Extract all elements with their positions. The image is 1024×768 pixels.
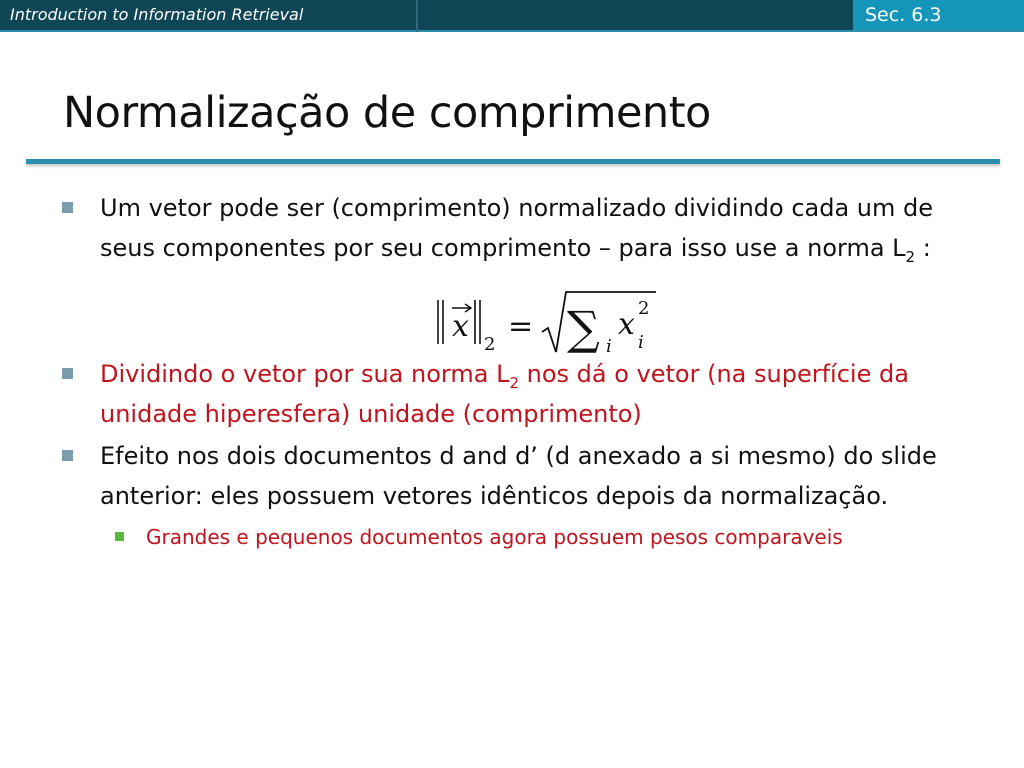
course-title: Introduction to Information Retrieval [10,5,304,24]
square-bullet-icon [62,368,73,379]
formula-equals: = [508,309,534,344]
slide-title: Normalização de comprimento [63,88,711,138]
square-bullet-icon [62,450,73,461]
bullet-text: Um vetor pode ser (comprimento) normalizado dividindo cada um de seus componentes por seu comprimento – para isso use a norma L [100,194,934,262]
title-underline [26,159,1000,164]
formula-term-exponent: 2 [638,298,650,319]
bullet-text: nos dá o vetor (na superfície da unidade hiperesfera) unidade (comprimento) [100,360,909,428]
bullet-item [62,188,962,268]
bullet-item [62,354,962,434]
bullet-item [62,436,962,516]
sub-bullet-item [62,520,962,554]
square-bullet-icon [62,202,73,213]
subscript: 2 [509,374,519,392]
header-divider [416,0,418,32]
formula-norm-subscript: 2 [484,334,496,355]
formula-term-subscript: i [638,332,644,353]
bullet-list [62,188,962,554]
l2-norm-formula [428,286,668,358]
subscript: 2 [905,248,916,266]
square-bullet-icon [115,532,124,541]
formula-sum-symbol: ∑ [567,301,600,355]
formula-sum-index: i [606,336,612,357]
bullet-text: Dividindo o vetor por sua norma L [100,360,510,388]
sub-bullet-text: Grandes e pequenos documentos agora possuem pesos comparaveis [146,525,843,549]
header-bar [0,0,1024,32]
formula-term-variable: x [618,307,635,342]
bullet-text: Efeito nos dois documentos d and d’ (d anexado a si mesmo) do slide anterior: eles possuem vetores idênticos depois da normalização. [100,442,937,510]
bullet-text: : [915,234,931,262]
formula-variable: x [452,309,469,344]
section-tag: Sec. 6.3 [853,0,1024,30]
